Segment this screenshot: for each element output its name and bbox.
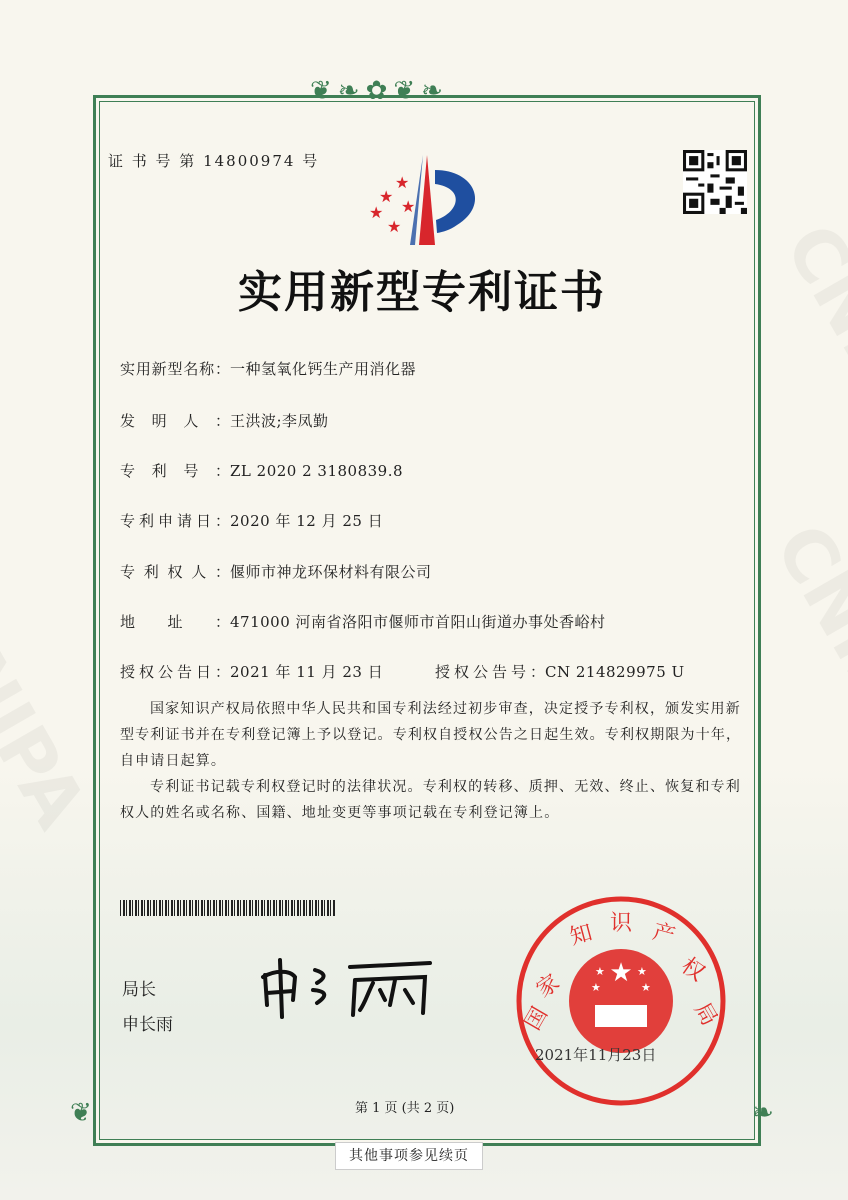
field-label: 授权公告号： [435,663,545,681]
field-label: 专利权人： [120,563,230,581]
field-grant-date [120,661,383,682]
svg-text:国: 国 [520,1003,554,1035]
field-value: 2021 年 11 月 23 日 [230,663,384,681]
svg-text:★: ★ [395,173,410,192]
signature [255,955,440,1020]
svg-text:★: ★ [609,958,633,988]
field-application-date [120,510,383,531]
svg-text:★: ★ [637,965,647,978]
svg-text:局: 局 [688,998,722,1031]
field-address [120,611,606,632]
svg-text:★: ★ [401,197,416,216]
svg-text:★: ★ [591,981,601,994]
qr-code-icon [683,150,747,214]
field-label: 专利号： [120,462,230,480]
director-title: 局长 [122,980,156,1000]
svg-text:★: ★ [641,981,651,994]
continued-note: 其他事项参见续页 [335,1142,483,1170]
field-value: 偃师市神龙环保材料有限公司 [230,563,432,581]
field-value: 2020 年 12 月 25 日 [230,512,384,530]
director-name: 申长雨 [122,1015,173,1035]
svg-text:产: 产 [649,919,678,950]
field-label: 地址： [120,613,230,631]
field-value: 王洪波;李凤勤 [230,412,329,430]
field-value: ZL 2020 2 3180839.8 [230,462,404,480]
field-value: CN 214829975 U [545,663,685,681]
corner-ornament-icon: ❦ [70,1098,92,1128]
certificate-number: 证 书 号 第 14800974 号 [108,152,320,170]
field-inventors [120,410,329,431]
field-value: 一种氢氧化钙生产用消化器 [230,360,417,378]
field-label: 实用新型名称： [120,360,230,378]
field-patentee [120,561,432,582]
svg-text:家: 家 [532,969,565,1004]
top-ornament-icon: ❦❧✿❦❧ [310,76,449,106]
paragraph-grant-statement: 国家知识产权局依照中华人民共和国专利法经过初步审查，决定授予专利权，颁发实用新型专利证书并在专利登记簿上予以登记。专利权自授权公告之日起生效。专利权期限为十年，自申请日起算。 [120,701,742,769]
paragraph-legal-status: 专利证书记载专利权登记时的法律状况。专利权的转移、质押、无效、终止、恢复和专利权人的姓名或名称、国籍、地址变更等事项记载在专利登记簿上。 [120,779,741,821]
field-label: 专利申请日： [120,512,230,530]
cnipa-logo-icon [365,150,490,250]
official-seal [515,895,727,1107]
barcode [120,900,336,916]
corner-ornament-icon: ❧ [752,1098,774,1128]
watermark [774,213,848,458]
svg-text:★: ★ [387,217,402,236]
svg-text:识: 识 [610,911,633,936]
field-utility-model-name [120,358,416,379]
svg-text:★: ★ [369,203,384,222]
seal-date: 2021年11月23日 [535,1046,657,1064]
watermark [764,513,848,758]
field-label: 授权公告日： [120,663,230,681]
field-patent-number [120,460,403,481]
svg-text:权: 权 [676,953,709,987]
page-indicator: 第 1 页 (共 2 页) [355,1101,455,1116]
field-announcement-number [435,661,685,682]
watermark [0,593,98,838]
svg-text:★: ★ [379,187,394,206]
certificate-title: 实用新型专利证书 [238,267,606,318]
svg-text:★: ★ [595,965,605,978]
svg-text:知: 知 [567,920,596,951]
field-value: 471000 河南省洛阳市偃师市首阳山街道办事处香峪村 [230,613,606,631]
field-label: 发明人： [120,412,230,430]
